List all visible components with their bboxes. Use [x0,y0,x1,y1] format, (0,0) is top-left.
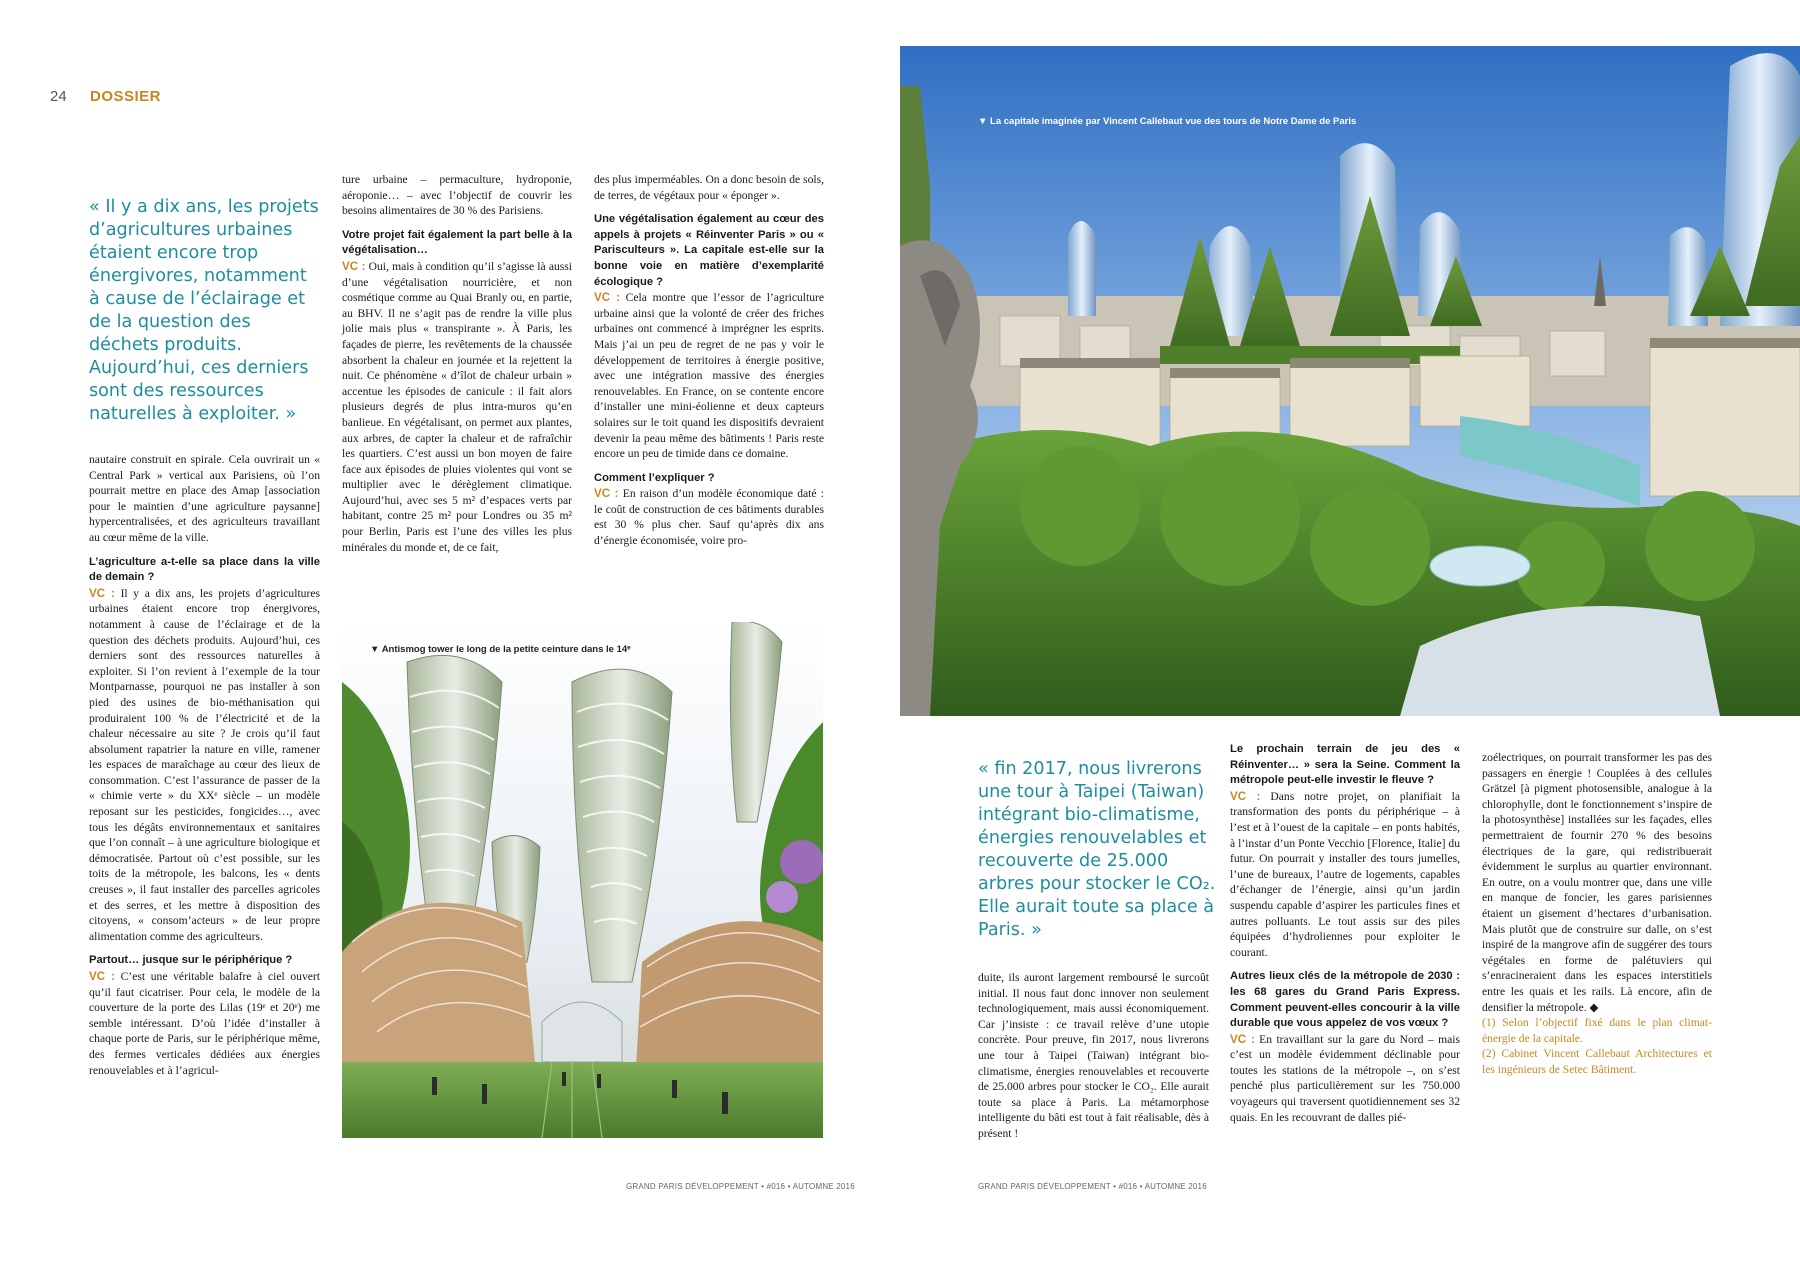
column-2 [342,172,572,555]
answer [1230,789,1460,961]
answer-text: Il y a dix ans, les projets d’agricultures urbaines étaient encore trop énergivores, notamment à cause de l’éclairage et de la question des déchets produits. Aujourd’hui, ces derniers sont des ressources naturelles à exploiter. Si l’on revient à l’exemple de la tour Montparnasse, pourquoi ne pas installer à son pied des usines de bio-méthanisation qui produiraient 100 % de l’électricité et de la chaleur nécessaire au site ? Je crois qu’il faut absolument rapatrier la nature en ville, ramener les espaces de maraîchage au cœur des lieux de consommation. C’est l’assurance de passer de la « chimie verte » du XXᵉ siècle – un modèle reposant sur les pesticides, fongicides…, avec tous les dégâts environnementaux et sanitaires que l’on connaît – à une agriculture biologique et démocratisée. Partout où c’est possible, sur les toits de la métropole, les balcons, les « dents creuses », il faut installer des parcelles agricoles et des serres, et les mettre à disposition des citoyens, « consom’acteurs » de leur propre alimentation comme des agriculteurs. [89,586,320,943]
answer [342,259,572,555]
vc-label: VC : [89,586,115,600]
vc-label: VC : [1230,789,1261,803]
footer-right: GRAND PARIS DÉVELOPPEMENT • #016 • AUTOMNE 2016 [978,1182,1207,1191]
paragraph: nautaire construit en spirale. Cela ouvrirait un « Central Park » vertical aux Parisiens, où l’on pourrait mettre en place des Amap [association pour le maintien d’une agriculture paysanne] hypercentralisées, et des agriculteurs travaillant au cœur même de la ville. [89,453,320,544]
answer-text: C’est une véritable balafre à ciel ouvert qu’il faut cicatriser. Pour cela, le modèle de la couverture de la porte des Lilas (19ᵉ et 20ᵉ) me semble intéressant. D’où l’idée d’installer à chaque porte de Paris, sur le périphérique même, des fermes verticales dédiées aux énergies renouvelables et à l’agricul- [89,970,320,1077]
paragraph: ture urbaine – permaculture, hydroponie, aéroponie… – avec l’objectif de couvrir les besoins alimentaires de 30 % des Parisiens. [342,173,572,218]
footnote-2: (2) Cabinet Vincent Callebaut Architectures et les ingénieurs de Setec Bâtiment. [1482,1047,1712,1076]
answer [89,586,320,945]
answer-text: Dans notre projet, on planifiait la transformation des ponts du périphérique – à l’est et à l’ouest de la capitale – en ponts habités, à l’instar d’un Ponte Vecchio [Florence, Italie] du futur. On pourrait y installer des tours jumelles, l’une de bureaux, l’autre de logements, capables d’échanger de l’énergie, ainsi qu’un jardin suspendu capable d’aspirer les particules fines et autres polluants. Le tout assis sur des piles équipées d’hydroliennes pour exploiter le courant. [1230,789,1460,959]
antismog-tower-image [342,622,823,1138]
question: Le prochain terrain de jeu des « Réinventer… » sera la Seine. Comment la métropole peut-elle investir le fleuve ? [1230,743,1460,787]
answer-text: En travaillant sur la gare du Nord – mais c’est un modèle évidemment déclinable pour toutes les stations de la métropole –, on s’est penché plus particulièrement sur les 750.000 voyageurs qui traversent quotidiennement ses 32 quais. En les recouvrant de dalles pié- [1230,1032,1460,1124]
question: Partout… jusque sur le périphérique ? [89,954,293,967]
antismog-illustration [342,622,823,1138]
answer-text: En raison d’un modèle économique daté : le coût de construction de ces bâtiments durables est 30 % plus cher. Sauf qu’après dix ans d’énergie économisée, voire pro- [594,487,825,548]
question: Votre projet fait également la part belle à la végétalisation… [342,228,572,257]
pull-quote-right: « fin 2017, nous livrerons une tour à Taipei (Taiwan) intégrant bio-climatisme, énergies renouvelables et recouverte de 25.000 arbres pour stocker le CO₂. Elle aurait toute sa place à Paris. » [978,759,1216,940]
answer [89,969,320,1078]
section-title: DOSSIER [90,88,162,105]
paragraph: duite, ils auront largement remboursé le surcoût initial. Il nous faut donc innover non seulement technologiquement, mais aussi économiquement. Car j’insiste : ce travail relève d’une utopie concrète. Pour preuve, fin 2017, nous livrerons une tour à Taipei (Taiwan) intégrant bio-climatisme, énergies renouvelables et recouverte de 25.000 arbres pour stocker le CO₂. Elle aurait toute sa place à Paris. La métamorphose intelligente du bâti est tout à fait réalisable, dès à présent ! [978,971,1209,1140]
vc-label: VC : [1230,1032,1255,1046]
caption-top: ▼ La capitale imaginée par Vincent Callebaut vue des tours de Notre Dame de Paris [978,116,1357,127]
column-5 [1230,742,1460,1125]
column-4 [978,970,1209,1142]
vc-label: VC : [594,291,620,305]
answer-text: Oui, mais à condition qu’il s’agisse là aussi d’une végétalisation nourricière, et non cosmétique comme au Quai Branly ou, en partie, au BHV. Il ne s’agit pas de rendre la ville plus jolie mais plus « transpirante ». À Paris, les façades de pierre, les revêtements de la chaussée absorbent la chaleur en journée et la rejettent la nuit. Ce phénomène « d’îlot de chaleur urbain » accentue les épisodes de canicule : il fait alors plusieurs degrés de plus intra-muros qu’en banlieue. En végétalisant, on permet aux plantes, aux arbres, de capter la chaleur et de rafraîchir les quartiers. C’est aussi un bon moyen de faire face aux épisodes de pluies violentes qui vont se multiplier avec le dérèglement climatique. Aujourd’hui, avec ses 5 m² d’espaces verts par habitant, contre 25 m² pour Londres ou 35 m² pour Berlin, Paris est l’une des villes les plus minérales du monde et, de ce fait, [342,259,573,554]
question: Comment l’expliquer ? [594,471,715,484]
column-6 [1482,750,1712,1077]
question: L’agriculture a-t-elle sa place dans la ville de demain ? [89,555,320,584]
answer [1230,1032,1460,1126]
footnote-1: (1) Selon l’objectif fixé dans le plan climat-énergie de la capitale. [1482,1016,1712,1045]
answer-text: Cela montre que l’essor de l’agriculture urbaine ainsi que la volonté de créer des friches urbaines ont commencé à imprégner les esprits. Mais j’ai un peu de regret de ne pas y voir le développement de territoires à énergie positive, avec une intégration massive des énergies renouvelables. En France, on se contente encore d’installer une mini-éolienne et deux capteurs solaires sur le toit quand les dispositifs devraient devenir la peau même des bâtiments ! Paris reste encore un peu de timide dans ce domaine. [594,291,825,461]
column-1 [89,452,320,1078]
caption-bottom: ▼ Antismog tower le long de la petite ceinture dans le 14ᵉ [370,644,631,655]
answer [594,290,824,462]
vc-label: VC : [89,970,115,983]
column-3 [594,172,824,549]
paris-illustration [900,46,1800,716]
vc-label: VC : [342,259,366,273]
paragraph: des plus imperméables. On a donc besoin de sols, de terres, de végétaux pour « éponger ». [594,173,824,202]
answer [594,486,824,548]
page-number: 24 [50,88,67,105]
question: Autres lieux clés de la métropole de 2030 : les 68 gares du Grand Paris Express. Comment peuvent-elles concourir à la ville durable que vous appelez de vos vœux ? [1230,970,1460,1030]
footer-left: GRAND PARIS DÉVELOPPEMENT • #016 • AUTOMNE 2016 [626,1182,855,1191]
question: Une végétalisation également au cœur des appels à projets « Réinventer Paris » ou « Parisculteurs ». La capitale est-elle sur la bonne voie en matière d’exemplarité écologique ? [594,213,824,288]
vc-label: VC : [594,487,619,501]
pull-quote-left: « Il y a dix ans, les projets d’agricultures urbaines étaient encore trop énergivores, notamment à cause de l’éclairage et de la question des déchets produits. Aujourd’hui, ces derniers sont des ressources naturelles à exploiter. » [89,197,319,424]
paragraph: zoélectriques, on pourrait transformer les pas des passagers en énergie ! Couplées à des cellules Grätzel [à pigment photosensible, analogue à la chlorophylle, dont le fonctionnement s’inspire de la photosynthèse] installées sur les façades, elles permettraient de fournir 270 % des besoins électriques de la gare, qui redistribuerait évidemment le surplus au quartier environnant. En outre, on a voulu montrer que, dans une ville en manque de foncier, les gares parisiennes étaient un gisement d’hectares d’urbanisation. Mais plutôt que de construire sur dalle, on s’est inspiré de la mangrove afin de suggérer des tours végétales en forme de palétuviers qui s’enracineraient dans les espaces interstitiels entre les quais et les rails. Là encore, afin de densifier la métropole. ◆ [1482,751,1712,1014]
paris-skyline-image [900,46,1800,716]
